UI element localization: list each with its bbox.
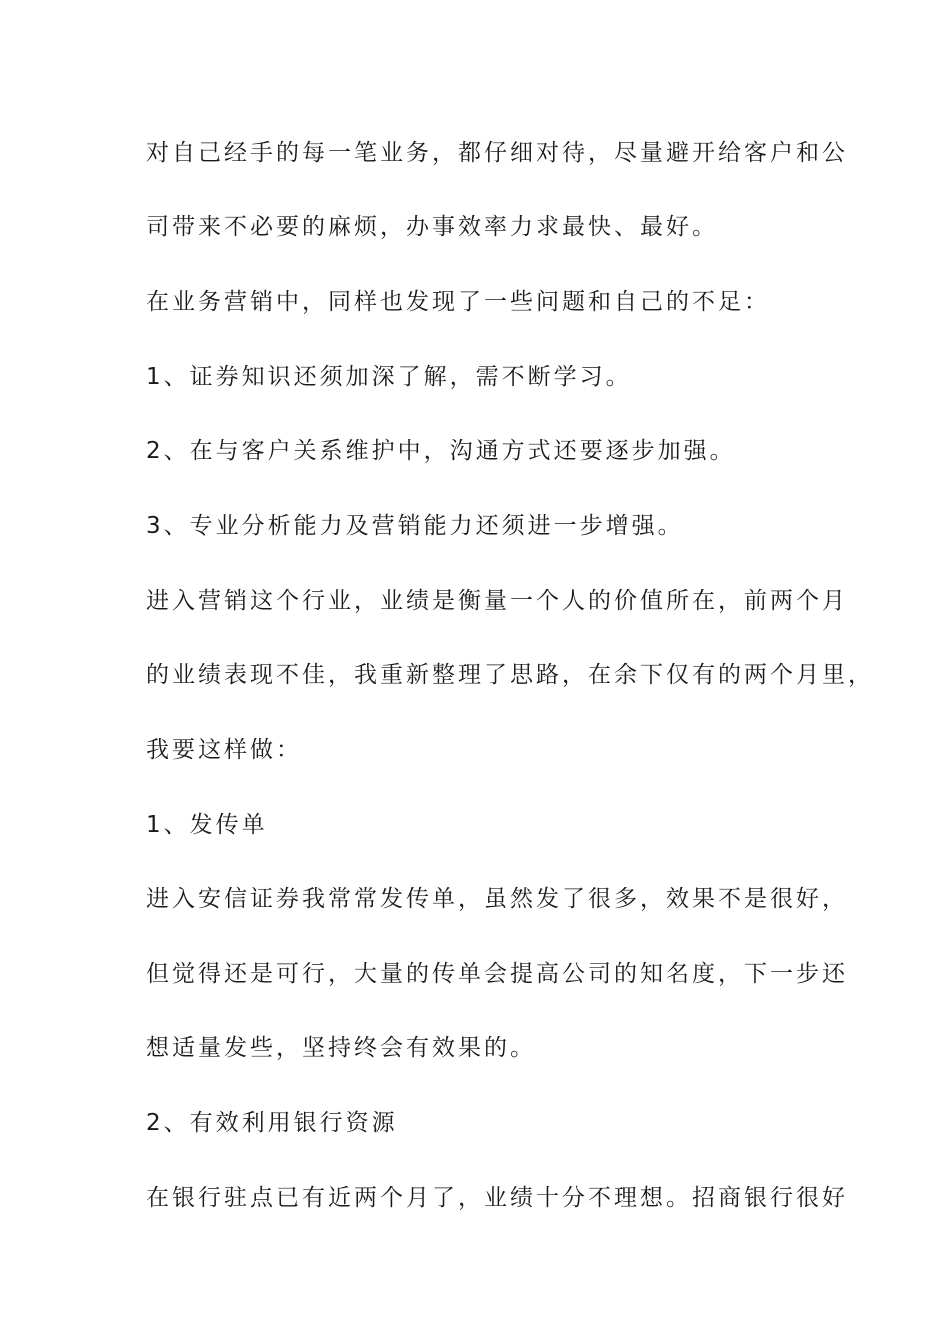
paragraph-line: 想适量发些，坚持终会有效果的。 <box>146 1035 536 1061</box>
list-item: 2、在与客户关系维护中，沟通方式还要逐步加强。 <box>146 438 736 464</box>
list-item: 3、专业分析能力及营销能力还须进一步增强。 <box>146 513 684 539</box>
section-heading: 2、有效利用银行资源 <box>146 1110 398 1136</box>
section-heading: 1、发传单 <box>146 812 268 838</box>
paragraph-line: 在业务营销中，同样也发现了一些问题和自己的不足： <box>146 289 770 315</box>
paragraph-line: 对自己经手的每一笔业务，都仔细对待，尽量避开给客户和公 <box>146 140 848 166</box>
paragraph-line: 的业绩表现不佳，我重新整理了思路，在余下仅有的两个月里， <box>146 662 874 688</box>
paragraph-line: 但觉得还是可行，大量的传单会提高公司的知名度，下一步还 <box>146 961 848 987</box>
paragraph-line: 我要这样做： <box>146 737 302 763</box>
paragraph-line: 进入营销这个行业，业绩是衡量一个人的价值所在，前两个月 <box>146 588 848 614</box>
paragraph-line: 在银行驻点已有近两个月了，业绩十分不理想。招商银行很好 <box>146 1185 848 1211</box>
list-item: 1、证券知识还须加深了解，需不断学习。 <box>146 364 632 390</box>
paragraph-line: 司带来不必要的麻烦，办事效率力求最快、最好。 <box>146 214 718 240</box>
paragraph-line: 进入安信证券我常常发传单，虽然发了很多，效果不是很好， <box>146 886 848 912</box>
